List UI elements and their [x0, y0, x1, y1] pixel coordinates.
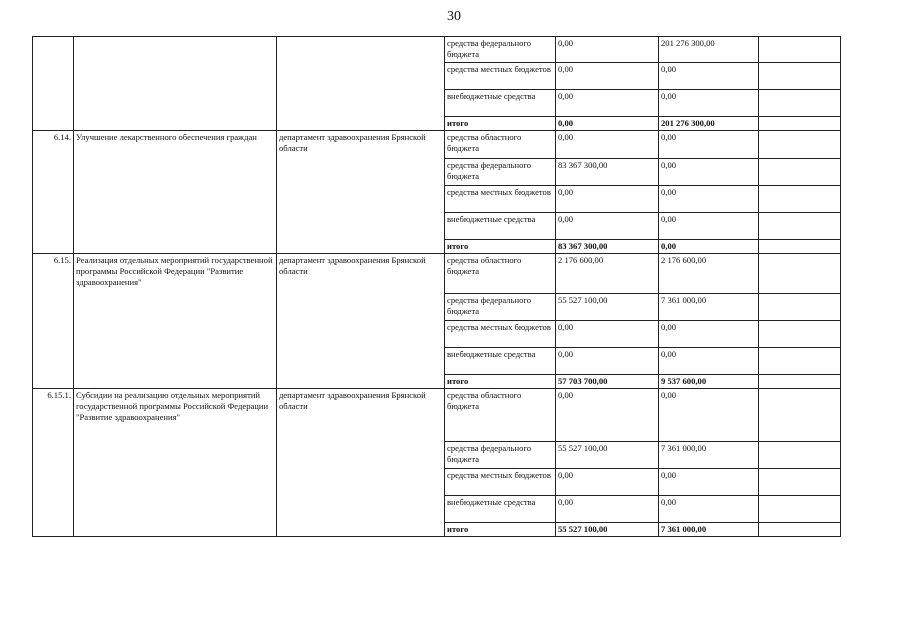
- empty-cell: [759, 37, 841, 63]
- executor-cell: [277, 37, 445, 131]
- amount-cell-2: 7 361 000,00: [659, 442, 759, 469]
- funding-source-cell: внебюджетные средства: [445, 90, 556, 117]
- amount-cell-2: 9 537 600,00: [659, 375, 759, 389]
- amount-cell-1: 55 527 100,00: [556, 294, 659, 321]
- funding-source-cell: средства областного бюджета: [445, 389, 556, 442]
- empty-cell: [759, 186, 841, 213]
- item-code-cell: 6.15.: [33, 254, 74, 389]
- amount-cell-2: 2 176 600,00: [659, 254, 759, 294]
- table-row: [33, 131, 841, 159]
- amount-cell-2: 201 276 300,00: [659, 37, 759, 63]
- amount-cell-1: 55 527 100,00: [556, 442, 659, 469]
- funding-source-cell: итого: [445, 375, 556, 389]
- empty-cell: [759, 321, 841, 348]
- amount-cell-2: 0,00: [659, 186, 759, 213]
- funding-source-cell: средства местных бюджетов: [445, 469, 556, 496]
- amount-cell-2: 0,00: [659, 469, 759, 496]
- amount-cell-1: 0,00: [556, 496, 659, 523]
- funding-source-cell: средства федерального бюджета: [445, 159, 556, 186]
- funding-source-cell: средства местных бюджетов: [445, 63, 556, 90]
- funding-source-cell: средства федерального бюджета: [445, 442, 556, 469]
- funding-source-cell: итого: [445, 523, 556, 537]
- empty-cell: [759, 294, 841, 321]
- amount-cell-1: 2 176 600,00: [556, 254, 659, 294]
- amount-cell-1: 0,00: [556, 186, 659, 213]
- empty-cell: [759, 90, 841, 117]
- amount-cell-1: 0,00: [556, 90, 659, 117]
- empty-cell: [759, 254, 841, 294]
- table-row: [33, 37, 841, 63]
- empty-cell: [759, 117, 841, 131]
- funding-source-cell: средства местных бюджетов: [445, 186, 556, 213]
- amount-cell-2: 201 276 300,00: [659, 117, 759, 131]
- item-code-cell: [33, 37, 74, 131]
- amount-cell-2: 0,00: [659, 213, 759, 240]
- table-row: [33, 254, 841, 294]
- amount-cell-1: 83 367 300,00: [556, 159, 659, 186]
- funding-source-cell: средства федерального бюджета: [445, 294, 556, 321]
- amount-cell-1: 0,00: [556, 117, 659, 131]
- amount-cell-1: 0,00: [556, 348, 659, 375]
- amount-cell-1: 0,00: [556, 321, 659, 348]
- funding-source-cell: средства областного бюджета: [445, 131, 556, 159]
- funding-source-cell: внебюджетные средства: [445, 213, 556, 240]
- empty-cell: [759, 213, 841, 240]
- amount-cell-1: 83 367 300,00: [556, 240, 659, 254]
- empty-cell: [759, 389, 841, 442]
- funding-source-cell: итого: [445, 240, 556, 254]
- executor-cell: департамент здравоохранения Брянской области: [277, 389, 445, 537]
- empty-cell: [759, 496, 841, 523]
- funding-source-cell: средства областного бюджета: [445, 254, 556, 294]
- amount-cell-1: 0,00: [556, 63, 659, 90]
- amount-cell-2: 0,00: [659, 63, 759, 90]
- item-name-cell: [74, 37, 277, 131]
- amount-cell-1: 55 527 100,00: [556, 523, 659, 537]
- amount-cell-2: 0,00: [659, 90, 759, 117]
- empty-cell: [759, 469, 841, 496]
- item-name-cell: Субсидии на реализацию отдельных мероприятий государственной программы Российской Федерации "Развитие здравоохранения": [74, 389, 277, 537]
- empty-cell: [759, 375, 841, 389]
- funding-source-cell: внебюджетные средства: [445, 348, 556, 375]
- item-code-cell: 6.15.1.: [33, 389, 74, 537]
- amount-cell-2: 7 361 000,00: [659, 294, 759, 321]
- amount-cell-2: 0,00: [659, 496, 759, 523]
- amount-cell-2: 0,00: [659, 348, 759, 375]
- empty-cell: [759, 442, 841, 469]
- executor-cell: департамент здравоохранения Брянской области: [277, 254, 445, 389]
- empty-cell: [759, 63, 841, 90]
- amount-cell-2: 0,00: [659, 389, 759, 442]
- empty-cell: [759, 131, 841, 159]
- empty-cell: [759, 240, 841, 254]
- funding-source-cell: итого: [445, 117, 556, 131]
- table-row: [33, 389, 841, 442]
- empty-cell: [759, 523, 841, 537]
- amount-cell-1: 0,00: [556, 131, 659, 159]
- executor-cell: департамент здравоохранения Брянской области: [277, 131, 445, 254]
- budget-table: [32, 36, 841, 537]
- item-name-cell: Реализация отдельных мероприятий государственной программы Российской Федерации "Развитие здравоохранения": [74, 254, 277, 389]
- amount-cell-1: 0,00: [556, 37, 659, 63]
- amount-cell-2: 0,00: [659, 131, 759, 159]
- funding-source-cell: средства федерального бюджета: [445, 37, 556, 63]
- amount-cell-1: 0,00: [556, 469, 659, 496]
- funding-source-cell: внебюджетные средства: [445, 496, 556, 523]
- empty-cell: [759, 348, 841, 375]
- page-number: 30: [447, 9, 461, 24]
- empty-cell: [759, 159, 841, 186]
- item-name-cell: Улучшение лекарственного обеспечения граждан: [74, 131, 277, 254]
- amount-cell-2: 0,00: [659, 321, 759, 348]
- funding-source-cell: средства местных бюджетов: [445, 321, 556, 348]
- item-code-cell: 6.14.: [33, 131, 74, 254]
- amount-cell-2: 0,00: [659, 159, 759, 186]
- amount-cell-1: 0,00: [556, 389, 659, 442]
- amount-cell-1: 57 703 700,00: [556, 375, 659, 389]
- amount-cell-1: 0,00: [556, 213, 659, 240]
- amount-cell-2: 0,00: [659, 240, 759, 254]
- amount-cell-2: 7 361 000,00: [659, 523, 759, 537]
